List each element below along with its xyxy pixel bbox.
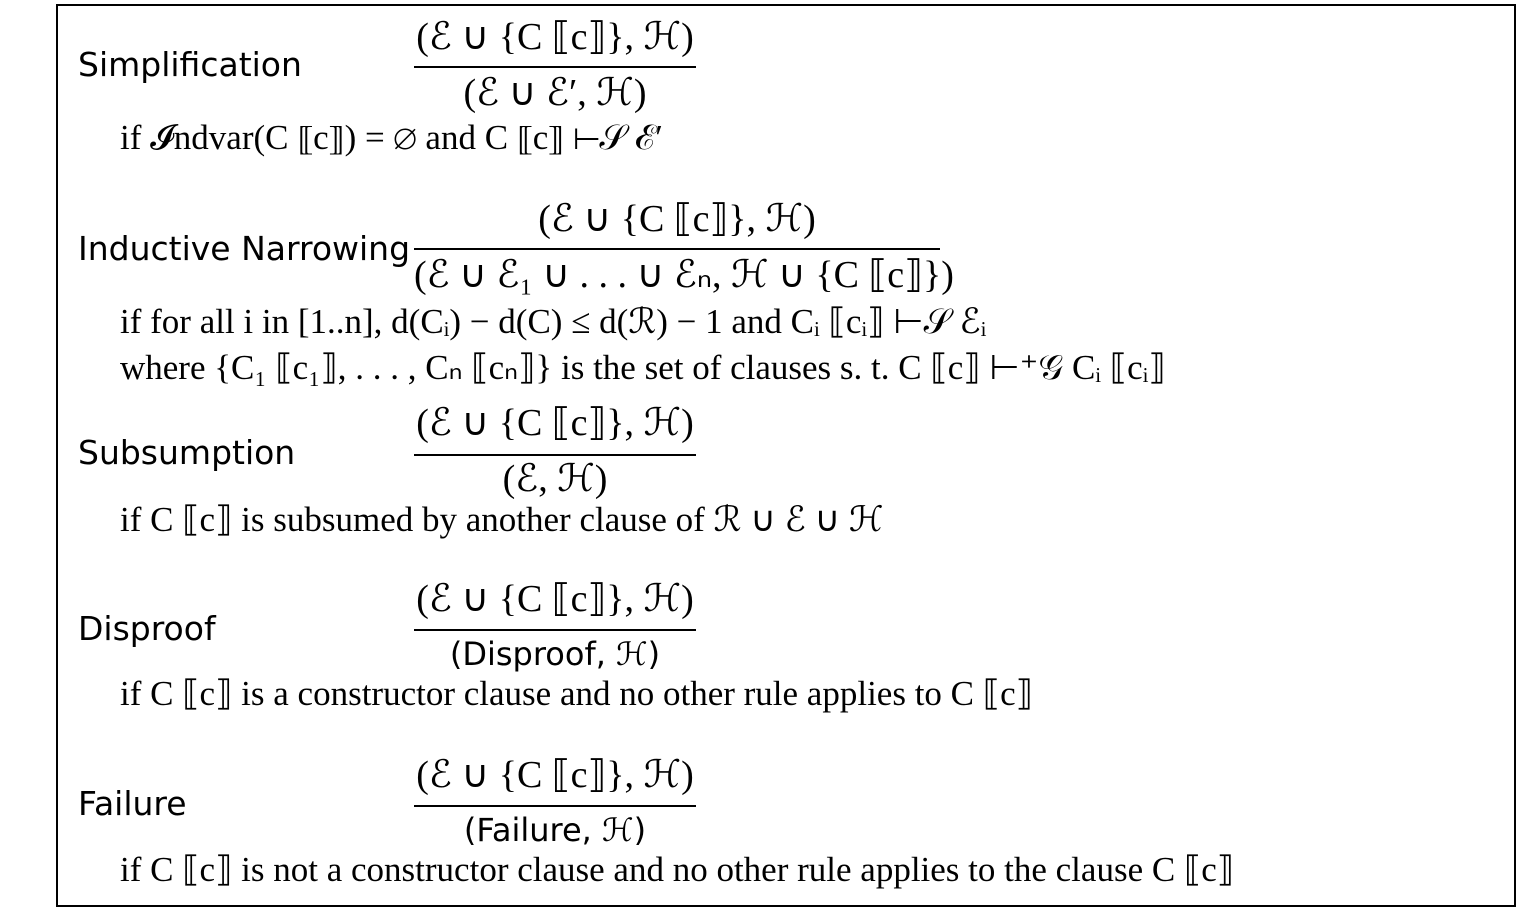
rule-numerator: (ℰ ∪ {C ⟦c⟧}, ℋ) — [416, 402, 694, 444]
rule-numerator: (ℰ ∪ {C ⟦c⟧}, ℋ) — [538, 198, 816, 240]
rule-condition: if C ⟦c⟧ is subsumed by another clause of ℛ ∪ ℰ ∪ ℋ — [120, 500, 884, 539]
rule-name-subsumption: Subsumption — [78, 433, 296, 472]
rule-fraction-subsumption — [414, 400, 696, 500]
fraction-bar — [414, 66, 696, 68]
rule-condition: where {C₁ ⟦c₁⟧, . . . , Cₙ ⟦cₙ⟧} is the set of clauses s. t. C ⟦c⟧ ⊢⁺𝒢 Cᵢ ⟦cᵢ⟧ — [120, 348, 1166, 387]
rule-denominator: (Disproof, ℋ) — [449, 635, 661, 673]
rule-name-inductive-narrowing: Inductive Narrowing — [78, 229, 411, 268]
rule-numerator: (ℰ ∪ {C ⟦c⟧}, ℋ) — [416, 578, 694, 620]
rule-denominator: (Failure, ℋ) — [463, 811, 647, 849]
rule-condition: if for all i in [1..n], d(Cᵢ) − d(C) ≤ d(ℛ) − 1 and Cᵢ ⟦cᵢ⟧ ⊢𝒮 ℰᵢ — [120, 302, 987, 341]
rule-condition: if C ⟦c⟧ is not a constructor clause and no other rule applies to the clause C ⟦c⟧ — [120, 850, 1235, 889]
fraction-bar — [414, 629, 696, 631]
rule-name-failure: Failure — [78, 784, 187, 823]
rule-name-disproof: Disproof — [78, 609, 216, 648]
fraction-bar — [414, 805, 696, 807]
rule-numerator: (ℰ ∪ {C ⟦c⟧}, ℋ) — [416, 16, 694, 58]
rule-fraction-inductive-narrowing — [414, 196, 954, 300]
rule-denominator: (ℰ ∪ ℰ′, ℋ) — [463, 72, 647, 114]
fraction-bar — [414, 248, 940, 250]
fraction-bar — [414, 454, 696, 456]
rule-denominator: (ℰ, ℋ) — [502, 458, 608, 500]
rule-denominator: (ℰ ∪ ℰ₁ ∪ . . . ∪ ℰₙ, ℋ ∪ {C ⟦c⟧}) — [414, 254, 954, 296]
rule-condition: if C ⟦c⟧ is a constructor clause and no other rule applies to C ⟦c⟧ — [120, 674, 1033, 713]
rule-condition: if 𝓘ndvar(C ⟦c⟧) = ∅ and C ⟦c⟧ ⊢𝒮 ℰ′ — [120, 118, 663, 157]
rule-fraction-failure — [414, 752, 696, 852]
rule-numerator: (ℰ ∪ {C ⟦c⟧}, ℋ) — [416, 754, 694, 796]
rule-fraction-disproof — [414, 576, 696, 676]
rule-name-simplification: Simplification — [78, 45, 302, 84]
rule-fraction-simplification — [414, 14, 696, 114]
